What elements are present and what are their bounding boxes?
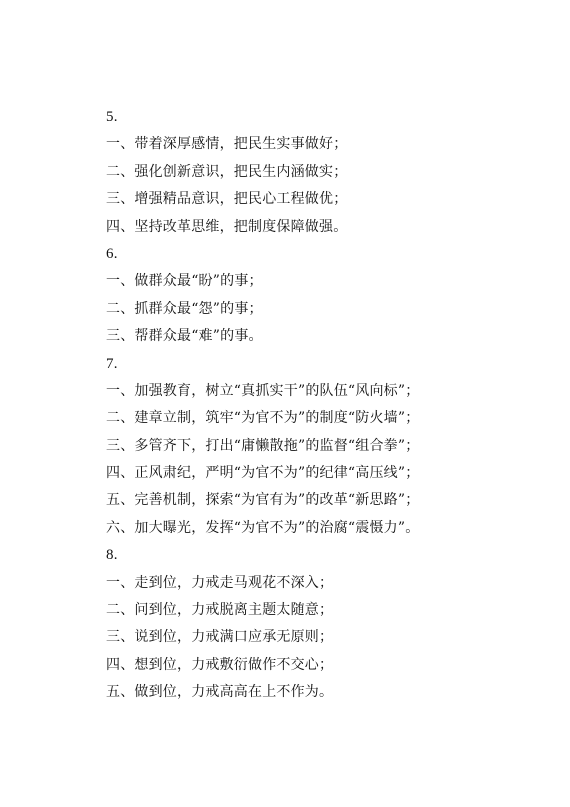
- list-item: 二、强化创新意识，把民生内涵做实；: [106, 163, 348, 180]
- list-item: 五、做到位，力戒高高在上不作为。: [106, 684, 334, 701]
- list-item: 三、增强精品意识，把民心工程做优；: [106, 191, 348, 208]
- list-item: 一、走到位，力戒走马观花不深入；: [106, 574, 334, 591]
- document-content: [106, 104, 546, 707]
- list-item: 一、带着深厚感情，把民生实事做好；: [106, 136, 348, 153]
- section-number: 5.: [106, 109, 118, 125]
- list-item: 二、抓群众最“怨”的事；: [106, 300, 263, 317]
- list-item: 一、加强教育，树立“真抓实干”的队伍“风向标”；: [106, 382, 420, 399]
- list-item: 五、完善机制，探索“为官有为”的改革“新思路”；: [106, 492, 420, 509]
- section-number: 8.: [106, 547, 118, 564]
- list-item: 二、建章立制，筑牢“为官不为”的制度“防火墙”；: [106, 410, 420, 427]
- section-number: 7.: [106, 355, 118, 372]
- list-item: 三、帮群众最“难”的事。: [106, 328, 263, 345]
- list-item: 四、正风肃纪，严明“为官不为”的纪律“高压线”；: [106, 465, 420, 482]
- list-item: 三、多管齐下，打出“庸懒散拖”的监督“组合拳”；: [106, 437, 420, 454]
- section-number: 6.: [106, 245, 118, 262]
- list-item: 一、做群众最“盼”的事；: [106, 273, 263, 290]
- list-item: 二、问到位，力戒脱离主题太随意；: [106, 602, 334, 619]
- list-item: 四、坚持改革思维，把制度保障做强。: [106, 218, 348, 235]
- list-item: 六、加大曝光，发挥“为官不为”的治腐“震慑力”。: [106, 519, 420, 536]
- list-item: 四、想到位，力戒敷衍做作不交心；: [106, 656, 334, 673]
- list-item: 三、说到位，力戒满口应承无原则；: [106, 629, 334, 646]
